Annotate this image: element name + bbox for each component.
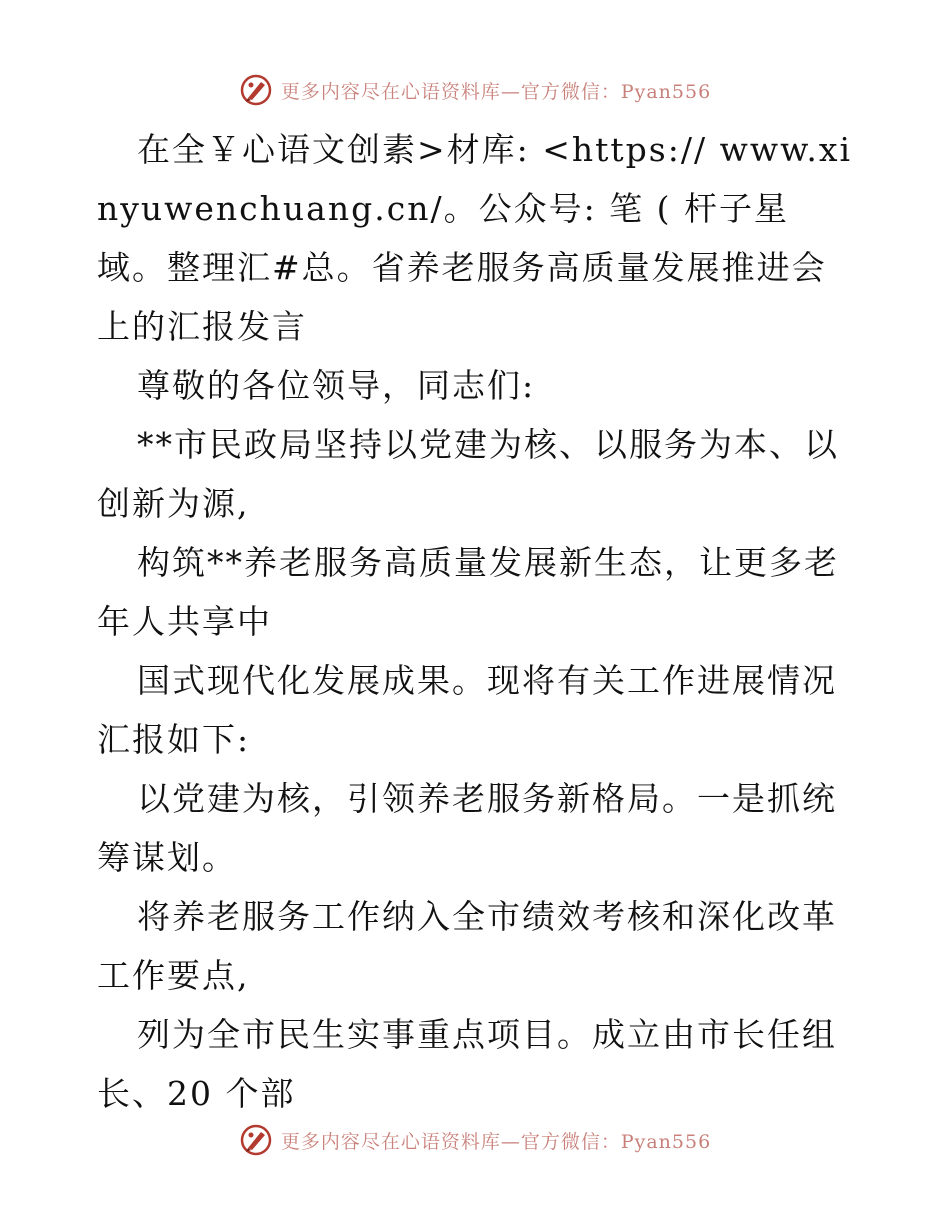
- paragraph: 国式现代化发展成果。现将有关工作进展情况汇报如下:: [97, 661, 837, 759]
- paragraph: 尊敬的各位领导，同志们:: [137, 366, 536, 405]
- header-banner: [0, 70, 950, 110]
- paragraph: 构筑**养老服务高质量发展新生态，让更多老年人共享中: [97, 543, 839, 641]
- paragraph: 列为全市民生实事重点项目。成立由市长任组长、20 个部: [97, 1015, 837, 1113]
- banner-text: 更多内容尽在心语资料库—官方微信：Pyan556: [280, 1130, 712, 1153]
- banner-text: 更多内容尽在心语资料库—官方微信：Pyan556: [280, 80, 712, 103]
- paragraph: 在全￥心语文创素>材库: <https:// www.xinyuwenchuang.cn/。公众号: 笔 ( 杆子星域。整理汇#总。省养老服务高质量发展推进会上的汇报发言: [97, 130, 853, 346]
- document-body: [97, 120, 857, 1123]
- footer-banner: [0, 1120, 950, 1160]
- paragraph: 将养老服务工作纳入全市绩效考核和深化改革工作要点,: [97, 897, 837, 995]
- pen-logo-icon: [239, 1123, 273, 1157]
- paragraph: **市民政局坚持以党建为核、以服务为本、以创新为源,: [97, 425, 839, 523]
- paragraph: 以党建为核，引领养老服务新格局。一是抓统筹谋划。: [97, 779, 837, 877]
- pen-logo-icon: [239, 73, 273, 107]
